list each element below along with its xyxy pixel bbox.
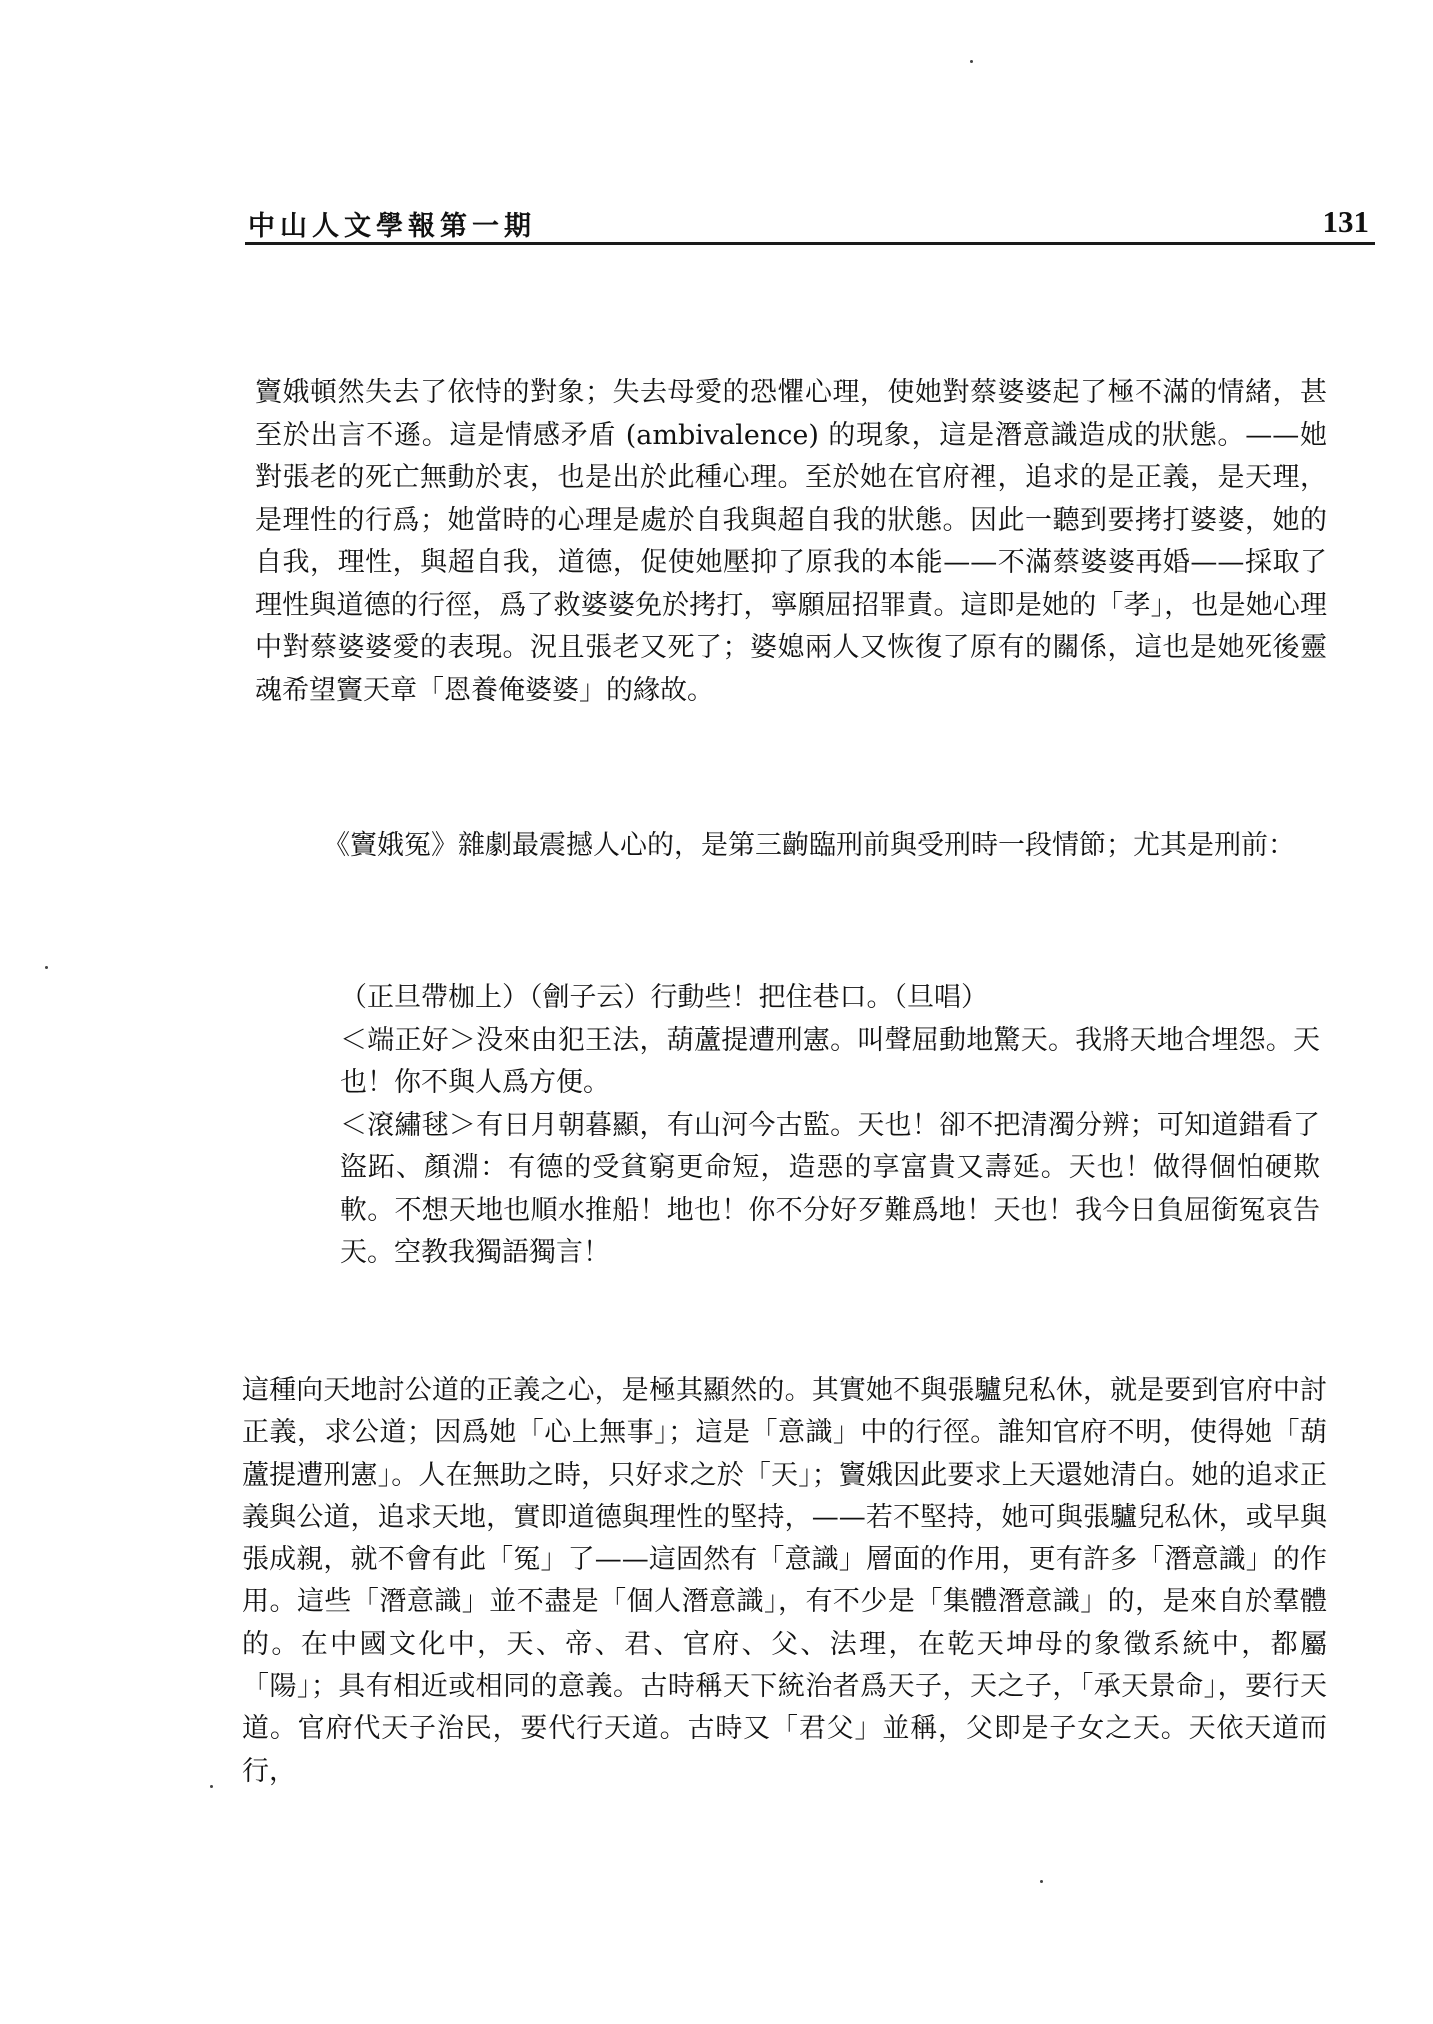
page-number: 131: [1322, 204, 1369, 239]
scan-speck: [45, 966, 48, 969]
body-paragraph: 這種向天地討公道的正義之心，是極其顯然的。其實她不與張驢兒私休，就是要到官府中討正義，求公道；因爲她「心上無事」；這是「意識」中的行徑。誰知官府不明，使得她「葫蘆提遭刑憲」。人在無助之時，只好求之於「天」；竇娥因此要求上天還她清白。她的追求正義與公道，追求天地，實即道德與理性的堅持，——若不堅持，她可與張驢兒私休，或早與張成親，就不會有此「冤」了——這固然有「意識」層面的作用，更有許多「潛意識」的作用。這些「潛意識」並不盡是「個人潛意識」，有不少是「集體潛意識」的，是來自於羣體的。在中國文化中，天、帝、君、官府、父、法理，在乾天坤母的象徵系統中，都屬「陽」；具有相近或相同的意義。古時稱天下統治者爲天子，天之子，「承天景命」，要行天道。官府代天子治民，要代行天道。古時又「君父」並稱，父即是子女之天。天依天道而行，: [242, 1375, 1327, 1787]
scan-speck: [210, 1785, 213, 1788]
quote-line: （正旦帶枷上）（劊子云）行動些！把住巷口。（旦唱）: [340, 982, 988, 1013]
body-paragraph: 竇娥頓然失去了依恃的對象；失去母愛的恐懼心理，使她對蔡婆婆起了極不滿的情緒，甚至於出言不遜。這是情感矛盾 (ambivalence) 的現象，這是潛意識造成的狀態。——她對張老的死亡無動於衷，也是出於此種心理。至於她在官府裡，追求的是正義，是天理，是理性的行爲；她當時的心理是處於自我與超自我的狀態。因此一聽到要拷打婆婆，她的自我，理性，與超自我，道德，促使她壓抑了原我的本能——不滿蔡婆婆再婚——採取了理性與道德的行徑，爲了救婆婆免於拷打，寧願屈招罪責。這即是她的「孝」，也是她心理中對蔡婆婆愛的表現。況且張老又死了；婆媳兩人又恢復了原有的關係，這也是她死後靈魂希望竇天章「恩養俺婆婆」的緣故。: [255, 377, 1327, 706]
scan-speck: [970, 60, 973, 63]
block-quote: [340, 977, 1320, 1275]
body-paragraph: 《竇娥冤》雜劇最震撼人心的，是第三齣臨刑前與受刑時一段情節；尤其是刑前：: [323, 830, 1295, 861]
running-header: [245, 198, 1375, 245]
journal-title: 中山人文學報第一期: [248, 211, 536, 242]
quote-line: ＜滾繡毬＞有日月朝暮顯，有山河今古監。天也！卻不把清濁分辨；可知道錯看了盜跖、顏淵：有德的受貧窮更命短，造惡的享富貴又壽延。天也！做得個怕硬欺軟。不想天地也順水推船！地也！你不分好歹難爲地！天也！我今日負屈銜冤哀告天。空教我獨語獨言！: [340, 1109, 1320, 1268]
scan-speck: [1040, 1880, 1043, 1883]
quote-line: ＜端正好＞没來由犯王法，葫蘆提遭刑憲。叫聲屈動地驚天。我將天地合埋怨。天也！你不與人爲方便。: [340, 1024, 1320, 1098]
